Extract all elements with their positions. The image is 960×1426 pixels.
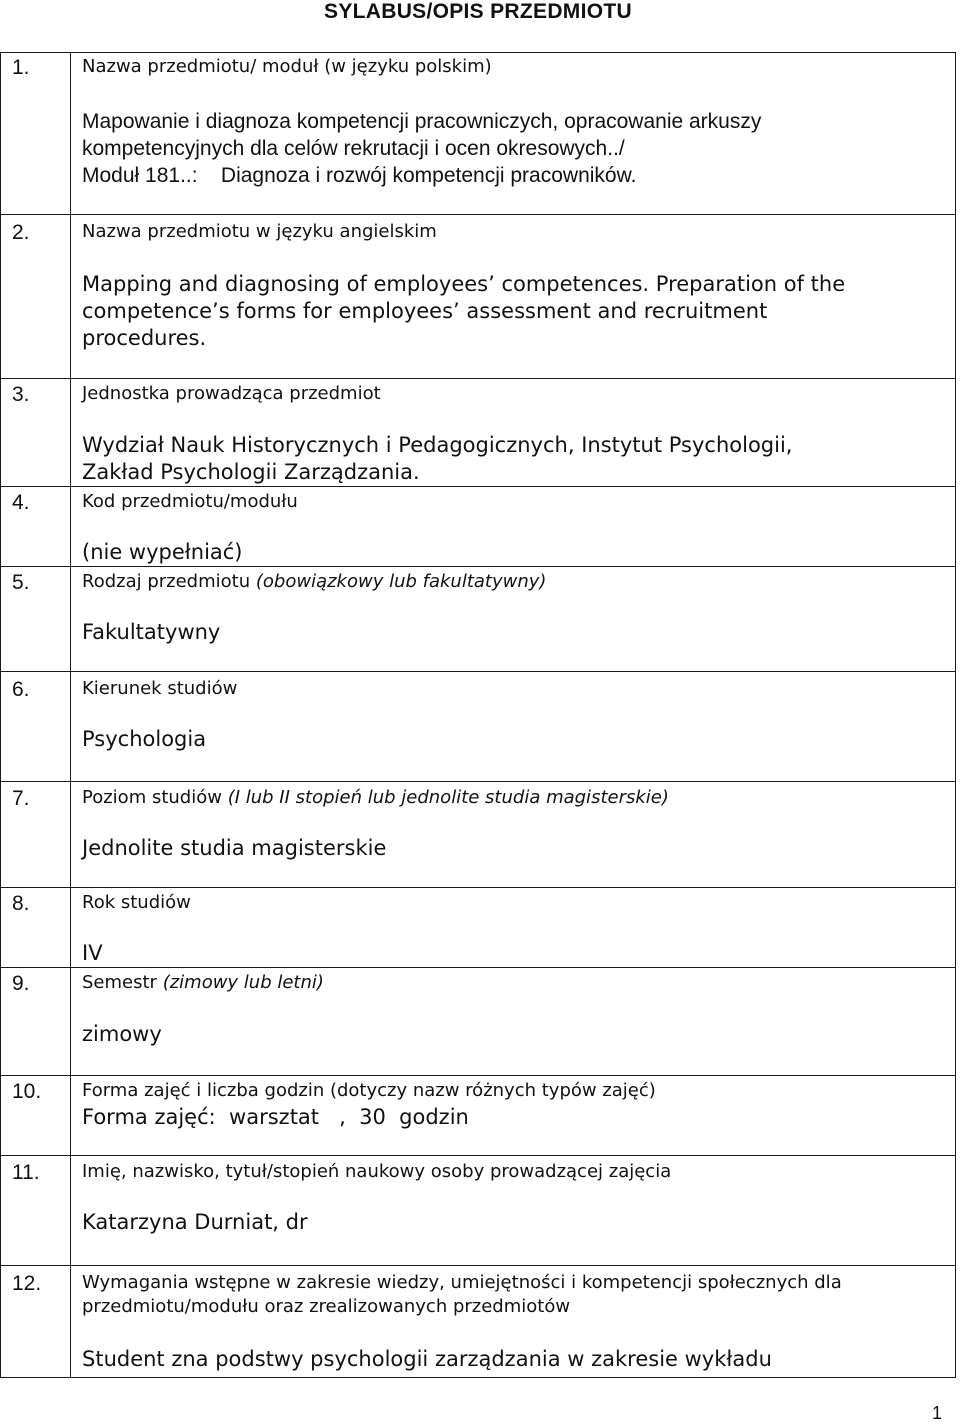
section-content [71,968,956,1076]
label-hint: (zimowy lub letni) [162,972,324,993]
label-text: Poziom studiów [82,787,222,808]
section-label [82,972,947,994]
section-value [82,108,947,189]
section-row-3 [1,379,956,487]
section-value: Jednolite studia magisterskie [82,836,387,860]
section-number: 8. [1,888,71,968]
section-number: 1. [1,53,71,215]
label-line: przedmiotu/modułu oraz zrealizowanych przedmiotów [82,1296,571,1317]
section-row-10 [1,1076,956,1156]
value-line: Wydział Nauk Historycznych i Pedagogicznych, Instytut Psychologii, [82,433,793,457]
section-row-12 [1,1266,956,1378]
section-value: (nie wypełniać) [82,540,243,564]
section-label [82,1272,947,1318]
section-number: 3. [1,379,71,487]
section-number: 2. [1,215,71,379]
section-content [71,215,956,379]
section-value: Student zna podstwy psychologii zarządzania w zakresie wykładu [82,1347,772,1371]
section-value: Forma zajęć: warsztat , 30 godzin [82,1105,469,1129]
document-title: SYLABUS/OPIS PRZEDMIOTU [324,0,632,23]
section-value: Psychologia [82,727,207,751]
section-row-2 [1,215,956,379]
value-line: Mapowanie i diagnoza kompetencji pracowniczych, opracowanie arkuszy [82,110,762,133]
section-content [71,53,956,215]
section-content [71,1156,956,1266]
section-content [71,567,956,672]
section-number: 5. [1,567,71,672]
section-label: Forma zajęć i liczba godzin (dotyczy nazw różnych typów zajęć) [82,1080,656,1101]
section-value [82,432,947,486]
label-hint: (obowiązkowy lub fakultatywny) [255,571,547,592]
value-line: Moduł 181..: Diagnoza i rozwój kompetencji pracowników. [82,164,637,187]
page-number: 1 [931,1403,942,1423]
section-row-8 [1,888,956,968]
section-value: IV [82,941,103,965]
section-label: Nazwa przedmiotu/ moduł (w języku polskim) [82,56,492,77]
section-value: Fakultatywny [82,620,221,644]
section-label [82,787,947,809]
section-number: 11. [1,1156,71,1266]
section-label: Rok studiów [82,892,191,913]
section-content [71,379,956,487]
section-label: Jednostka prowadząca przedmiot [82,383,381,404]
label-text: Rodzaj przedmiotu [82,571,251,592]
value-line: kompetencyjnych dla celów rekrutacji i ocen okresowych../ [82,137,625,160]
label-line: Wymagania wstępne w zakresie wiedzy, umiejętności i kompetencji społecznych dla [82,1272,842,1293]
section-number: 9. [1,968,71,1076]
value-line: Mapping and diagnosing of employees’ competences. Preparation of the [82,272,846,296]
section-content [71,782,956,888]
value-line: procedures. [82,326,207,350]
section-number: 4. [1,487,71,567]
label-text: Semestr [82,972,157,993]
section-value: Katarzyna Durniat, dr [82,1210,308,1234]
section-content [71,672,956,782]
section-label [82,571,947,593]
section-row-5 [1,567,956,672]
section-content [71,888,956,968]
section-number: 6. [1,672,71,782]
section-label: Imię, nazwisko, tytuł/stopień naukowy osoby prowadzącej zajęcia [82,1161,672,1182]
section-row-9 [1,968,956,1076]
section-label: Kierunek studiów [82,678,238,699]
section-label: Kod przedmiotu/modułu [82,491,298,512]
section-label: Nazwa przedmiotu w języku angielskim [82,221,437,242]
section-value: zimowy [82,1022,162,1046]
section-row-1 [1,53,956,215]
section-row-11 [1,1156,956,1266]
section-row-4 [1,487,956,567]
section-content [71,1266,956,1378]
section-number: 7. [1,782,71,888]
section-value [82,271,947,352]
label-hint: (I lub II stopień lub jednolite studia magisterskie) [227,787,669,808]
section-number: 12. [1,1266,71,1378]
section-row-6 [1,672,956,782]
syllabus-table [0,52,956,1378]
value-line: competence’s forms for employees’ assessment and recruitment [82,299,768,323]
section-number: 10. [1,1076,71,1156]
value-line: Zakład Psychologii Zarządzania. [82,460,420,484]
section-content [71,487,956,567]
section-row-7 [1,782,956,888]
section-content [71,1076,956,1156]
